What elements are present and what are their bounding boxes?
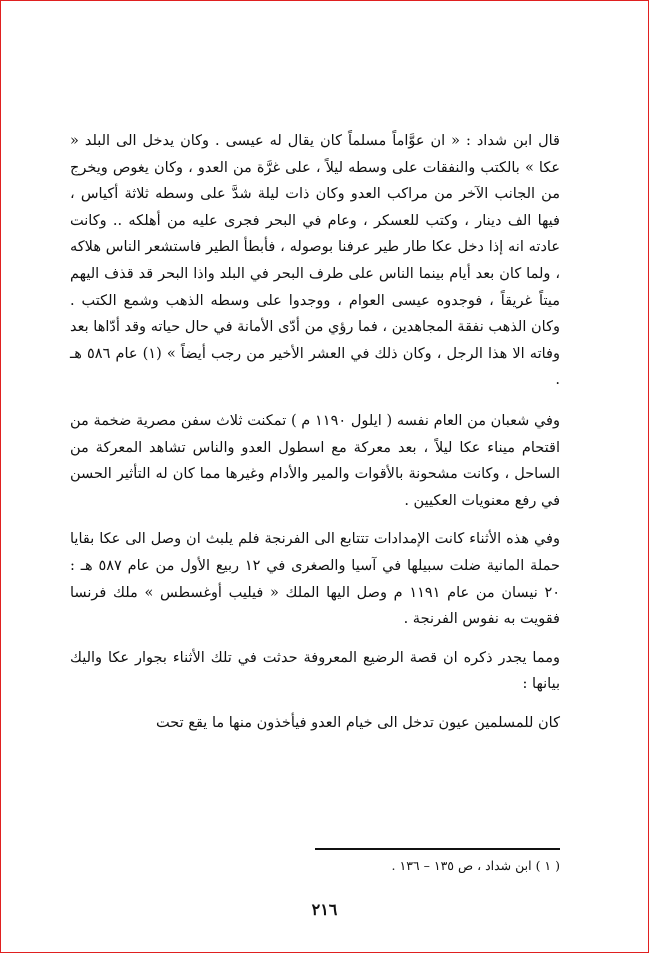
footnote: ( ١ ) ابن شداد ، ص ١٣٥ – ١٣٦ . [391, 858, 560, 873]
paragraph-spies: كان للمسلمين عيون تدخل الى خيام العدو فيأخذون منها ما يقع تحت [156, 714, 560, 731]
paragraph-ibn-shaddad-quote: قال ابن شداد : « ان عوَّاماً مسلماً كان يقال له عيسى . وكان يدخل الى البلد « عكا » بالكتب والنفقات على وسطه ليلاً ، على غرَّة من العدو ، وكان يغوص ويخرج من الجانب الآخر من مراكب العدو وكان ذات ليلة شدَّ على وسطه ثلاثة أكياس ، فيها الف دينار ، وكتب للعسكر ، وعام في البحر فجرى عليه من أهلكه .. وكانت عادته انه إذا دخل عكا طار طير عرفنا بوصوله ، فأبطأ الطير فاستشعر الناس هلاكه ، ولما كان بعد أيام بينما الناس على طرف البحر في البلد واذا البحر قد قذف اليهم ميتاً غريقاً ، فوجدوه عيسى العوام ، ووجدوا على وسطه الذهب وشمع الكتب . وكان الذهب نفقة المجاهدين ، فما رؤي من أدّى الأمانة في حال حياته وقد أدّاها بعد وفاته الا هذا الرجل ، وكان ذلك في العشر الأخير من رجب أيضاً » (١) عام ٥٨٦ هـ . [70, 133, 560, 389]
page-body [70, 128, 560, 748]
paragraph-reinforcements: وفي هذه الأثناء كانت الإمدادات تتتابع الى الفرنجة فلم يلبث ان وصل الى عكا بقايا حملة المانية ضلت سبيلها في آسيا والصغرى في ١٢ ربيع الأول من عام ٥٨٧ هـ : ٢٠ نيسان من عام ١١٩١ م وصل اليها الملك « فيليب أوغسطس » ملك فرنسا فقويت به نفوس الفرنجة . [70, 531, 561, 628]
paragraph-infant-story-intro: ومما يجدر ذكره ان قصة الرضيع المعروفة حدثت في تلك الأثناء بجوار عكا واليك بيانها : [70, 649, 560, 693]
paragraph-egyptian-ships: وفي شعبان من العام نفسه ( ايلول ١١٩٠ م ) تمكنت ثلاث سفن مصرية ضخمة من اقتحام ميناء عكا ليلاً ، بعد معركة مع اسطول العدو والناس تشاهد المعركة من الساحل ، وكانت مشحونة بالأقوات والمير والأدام وغيرها مما كان له التأثير الحسن في رفع معنويات العكيين . [70, 412, 560, 509]
page-number: ٢١٦ [311, 900, 338, 919]
footnote-divider [315, 848, 560, 850]
